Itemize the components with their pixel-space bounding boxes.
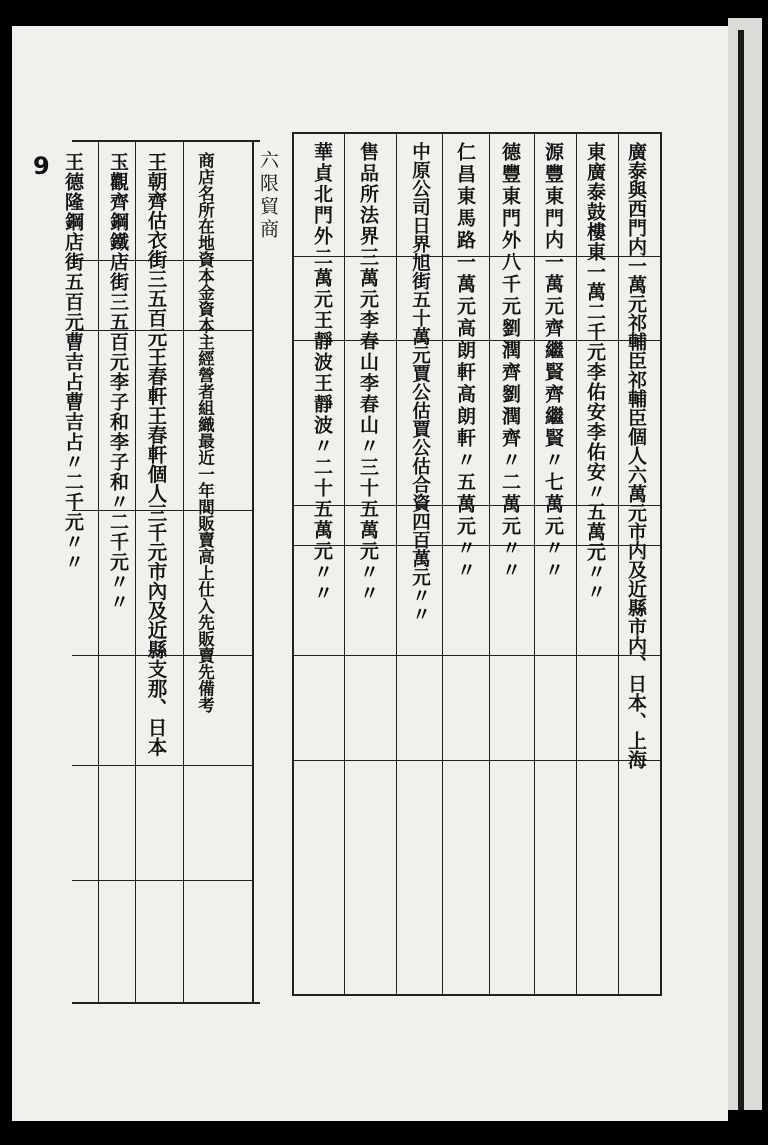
right-table-right-rule <box>660 132 662 996</box>
right-table-row: 源豐東門内一萬元齊繼賢齊繼賢〃七萬元〃〃 <box>542 142 564 582</box>
left-table-col-rule <box>135 140 136 1004</box>
right-table-row: 仁昌東馬路一萬元高朗軒高朗軒〃五萬元〃〃 <box>454 142 476 582</box>
left-table-bottom-rule <box>72 1002 260 1004</box>
right-table-col-rule <box>618 132 619 996</box>
right-table-col-rule <box>442 132 443 996</box>
left-table-top-rule <box>72 140 260 142</box>
left-table-row: 王德隆鋼店街五百元曹吉占曹吉占〃二千元〃〃 <box>62 152 84 572</box>
left-table-row: 王朝齊估衣街三五百元王春軒王春軒個人三千元市內及近縣支那、日本 <box>144 152 168 757</box>
right-table-row-rule <box>292 545 662 546</box>
right-table-row: 中原公司日界旭街五十萬元賈公估賈公估合資四百萬元〃〃 <box>409 142 431 623</box>
page-edge <box>728 18 762 1110</box>
right-table-row: 德豐東門外八千元劉潤齊劉潤齊〃二萬元〃〃 <box>499 142 521 582</box>
left-table-row-rule <box>72 880 252 881</box>
left-table-row-rule <box>72 765 252 766</box>
right-table-col-rule <box>489 132 490 996</box>
right-table-row-rule <box>292 256 662 257</box>
right-table-row: 售品所法界三萬元李春山李春山〃三十五萬元〃〃 <box>357 142 379 604</box>
left-table-col-rule <box>183 140 184 1004</box>
right-table-row-rule <box>292 505 662 506</box>
left-table-col-rule <box>98 140 99 1004</box>
right-table-col-rule <box>396 132 397 996</box>
right-table-left-rule <box>292 132 294 996</box>
right-table-row: 華貞北門外二萬元王靜波王靜波〃二十五萬元〃〃 <box>311 142 333 604</box>
right-table-row-rule <box>292 760 662 761</box>
right-table-row-rule <box>292 655 662 656</box>
page-edge-bar <box>738 30 744 1110</box>
right-table-row: 東廣泰鼓樓東一萬二千元李佑安李佑安〃五萬元〃〃 <box>584 142 606 602</box>
page-number: 9 <box>33 152 50 180</box>
right-table-col-rule <box>344 132 345 996</box>
left-table-right-rule <box>252 140 254 1004</box>
right-table-col-rule <box>534 132 535 996</box>
right-table-row-rule <box>292 340 662 341</box>
section-title: 六限貿商 <box>257 150 279 242</box>
left-table-header: 商店名所在地資本金資本主經營者組織最近一年間販賣高上仕入先販賣先備考 <box>195 152 215 713</box>
right-table-bottom-rule <box>292 994 662 996</box>
right-table-col-rule <box>576 132 577 996</box>
left-table-row: 玉觀齊鋼鐵店街三五百元李子和李子和〃二千元〃〃 <box>107 152 129 612</box>
right-table-row: 廣泰與西門内一萬元祁輔臣祁輔臣個人六萬元市内及近縣市内、日本、上海 <box>625 142 647 769</box>
right-table-top-rule <box>292 132 662 134</box>
